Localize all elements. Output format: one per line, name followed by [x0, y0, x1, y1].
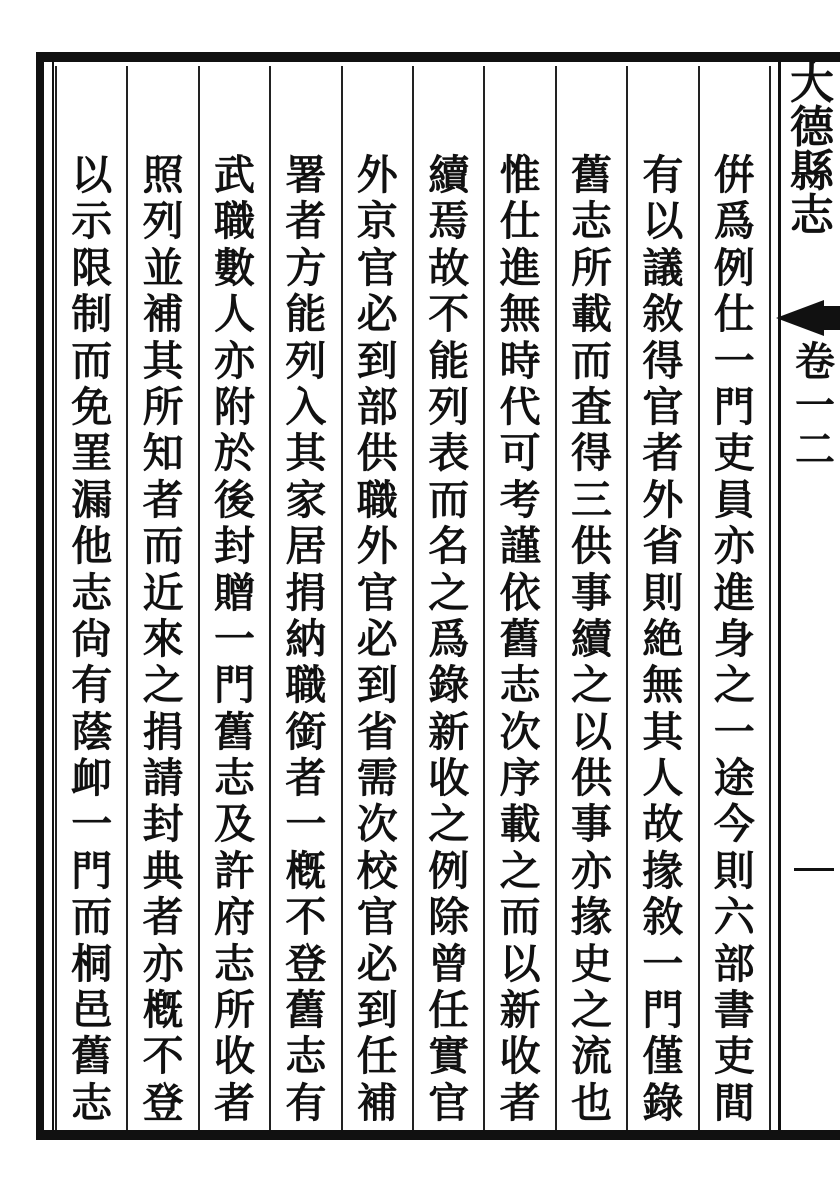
- column-char: 而: [71, 893, 113, 942]
- column-char: 亦: [142, 939, 184, 988]
- column-char: 掾: [642, 846, 684, 895]
- column-char: 依: [499, 568, 541, 617]
- column-char: 續: [428, 152, 470, 199]
- column-char: 尙: [71, 614, 113, 663]
- column-char: 僅: [642, 1032, 684, 1081]
- column-char: 爲: [428, 614, 470, 663]
- column-char: 入: [285, 382, 327, 431]
- column-char: 之: [713, 661, 755, 710]
- column-char: 供: [571, 754, 612, 803]
- text-column: [632, 152, 694, 1127]
- column-char: 舊: [571, 152, 612, 199]
- column-char: 故: [428, 243, 470, 292]
- column-char: 能: [285, 290, 327, 339]
- column-char: 者: [214, 1078, 255, 1127]
- text-column: [561, 152, 623, 1127]
- column-char: 新: [499, 986, 541, 1035]
- column-rule: [698, 66, 700, 1130]
- column-char: 漏: [71, 475, 113, 524]
- column-rule: [269, 66, 271, 1130]
- column-char: 事: [571, 800, 612, 849]
- column-char: 列: [285, 336, 327, 385]
- margin-rule: [778, 62, 781, 1130]
- column-char: 無: [499, 290, 541, 339]
- column-char: 必: [356, 614, 398, 663]
- margin-volume-char: 一: [795, 382, 835, 429]
- column-char: 知: [142, 429, 184, 478]
- column-char: 府: [214, 893, 255, 942]
- text-column: [204, 152, 266, 1127]
- column-char: 桐: [71, 939, 113, 988]
- column-char: 進: [499, 243, 541, 292]
- margin-title-char: 志: [790, 190, 834, 241]
- column-char: 後: [214, 475, 255, 524]
- column-char: 史: [571, 939, 612, 988]
- column-char: 登: [285, 939, 327, 988]
- column-char: 收: [499, 1032, 541, 1081]
- column-char: 供: [356, 429, 398, 478]
- column-char: 之: [142, 661, 184, 710]
- column-char: 到: [356, 661, 398, 710]
- column-char: 惟: [499, 152, 541, 199]
- column-char: 舊: [285, 986, 327, 1035]
- column-char: 及: [214, 800, 255, 849]
- column-char: 者: [285, 197, 327, 246]
- column-char: 所: [142, 382, 184, 431]
- column-char: 則: [642, 568, 684, 617]
- column-char: 序: [499, 754, 541, 803]
- column-char: 志: [71, 568, 113, 617]
- column-rule: [626, 66, 628, 1130]
- text-column: [489, 152, 551, 1127]
- column-char: 卹: [71, 754, 113, 803]
- column-char: 典: [142, 846, 184, 895]
- column-char: 槪: [285, 846, 327, 895]
- column-char: 議: [642, 243, 684, 292]
- column-char: 罣: [71, 429, 113, 478]
- column-rule: [55, 66, 57, 1130]
- frame-inner-rule: [52, 62, 54, 1130]
- column-char: 故: [642, 800, 684, 849]
- column-char: 必: [356, 939, 398, 988]
- column-char: 職: [214, 197, 255, 246]
- column-char: 一: [285, 800, 327, 849]
- column-char: 仕: [499, 197, 541, 246]
- column-char: 一: [713, 336, 755, 385]
- text-column: [418, 152, 480, 1127]
- column-char: 外: [356, 152, 398, 199]
- column-char: 有: [642, 152, 684, 199]
- column-char: 限: [71, 243, 113, 292]
- column-char: 間: [713, 1078, 755, 1127]
- column-char: 近: [142, 568, 184, 617]
- column-char: 其: [142, 336, 184, 385]
- column-char: 官: [356, 568, 398, 617]
- column-char: 之: [499, 846, 541, 895]
- column-char: 以: [499, 939, 541, 988]
- column-char: 亦: [713, 522, 755, 571]
- column-char: 之: [428, 568, 470, 617]
- margin-volume-char: 卷: [795, 338, 835, 385]
- column-char: 實: [428, 1032, 470, 1081]
- column-char: 部: [356, 382, 398, 431]
- column-char: 一: [71, 800, 113, 849]
- column-char: 次: [499, 707, 541, 756]
- column-char: 錄: [428, 661, 470, 710]
- column-char: 者: [642, 429, 684, 478]
- column-char: 有: [285, 1078, 327, 1127]
- column-char: 吏: [713, 1032, 755, 1081]
- column-char: 査: [571, 382, 612, 431]
- column-char: 不: [428, 290, 470, 339]
- column-char: 無: [642, 661, 684, 710]
- column-char: 也: [571, 1078, 612, 1127]
- column-char: 有: [71, 661, 113, 710]
- column-rule: [198, 66, 200, 1130]
- column-char: 續: [571, 614, 612, 663]
- column-char: 掾: [571, 893, 612, 942]
- column-char: 任: [428, 986, 470, 1035]
- column-char: 邑: [71, 986, 113, 1035]
- column-char: 省: [642, 522, 684, 571]
- column-char: 人: [214, 290, 255, 339]
- column-char: 能: [428, 336, 470, 385]
- column-char: 除: [428, 893, 470, 942]
- column-char: 官: [356, 893, 398, 942]
- column-char: 外: [642, 475, 684, 524]
- column-char: 之: [571, 661, 612, 710]
- column-char: 示: [71, 197, 113, 246]
- column-char: 列: [142, 197, 184, 246]
- column-char: 他: [71, 522, 113, 571]
- column-char: 其: [642, 707, 684, 756]
- column-char: 名: [428, 522, 470, 571]
- column-char: 志: [571, 197, 612, 246]
- column-char: 志: [499, 661, 541, 710]
- column-char: 京: [356, 197, 398, 246]
- column-char: 補: [142, 290, 184, 339]
- text-column: [275, 152, 337, 1127]
- column-char: 到: [356, 336, 398, 385]
- column-char: 三: [571, 475, 612, 524]
- text-column: [61, 152, 123, 1127]
- column-char: 舊: [499, 614, 541, 663]
- column-char: 一: [713, 707, 755, 756]
- column-char: 得: [571, 429, 612, 478]
- column-char: 門: [71, 846, 113, 895]
- column-char: 職: [356, 475, 398, 524]
- column-char: 門: [713, 382, 755, 431]
- column-char: 曾: [428, 939, 470, 988]
- column-char: 舊: [214, 707, 255, 756]
- column-char: 以: [571, 707, 612, 756]
- margin-title-char: 大: [790, 58, 834, 109]
- column-char: 捐: [142, 707, 184, 756]
- column-char: 方: [285, 243, 327, 292]
- column-char: 不: [142, 1032, 184, 1081]
- column-char: 者: [499, 1078, 541, 1127]
- column-char: 而: [571, 336, 612, 385]
- column-char: 者: [285, 754, 327, 803]
- column-char: 來: [142, 614, 184, 663]
- column-char: 免: [71, 382, 113, 431]
- column-char: 必: [356, 290, 398, 339]
- column-char: 槪: [142, 986, 184, 1035]
- column-char: 載: [571, 290, 612, 339]
- column-char: 仕: [713, 290, 755, 339]
- column-char: 並: [142, 243, 184, 292]
- column-char: 所: [214, 986, 255, 1035]
- column-char: 例: [428, 846, 470, 895]
- column-char: 門: [642, 986, 684, 1035]
- column-char: 謹: [499, 522, 541, 571]
- text-column: [703, 152, 765, 1127]
- column-char: 之: [428, 800, 470, 849]
- column-rule: [126, 66, 128, 1130]
- column-rule: [412, 66, 414, 1130]
- column-char: 六: [713, 893, 755, 942]
- column-char: 例: [713, 243, 755, 292]
- column-char: 登: [142, 1078, 184, 1127]
- column-char: 而: [71, 336, 113, 385]
- column-char: 於: [214, 429, 255, 478]
- column-char: 新: [428, 707, 470, 756]
- column-char: 武: [214, 152, 255, 199]
- column-char: 志: [214, 754, 255, 803]
- column-char: 錄: [642, 1078, 684, 1127]
- column-char: 列: [428, 382, 470, 431]
- column-char: 可: [499, 429, 541, 478]
- margin-title-char: 縣: [790, 146, 834, 197]
- text-column: [346, 152, 408, 1127]
- column-char: 流: [571, 1032, 612, 1081]
- margin-volume-char: 二: [795, 426, 835, 473]
- column-char: 數: [214, 243, 255, 292]
- column-char: 次: [356, 800, 398, 849]
- column-char: 吏: [713, 429, 755, 478]
- column-char: 而: [428, 475, 470, 524]
- column-char: 者: [142, 475, 184, 524]
- column-char: 倂: [713, 152, 755, 199]
- column-char: 得: [642, 336, 684, 385]
- column-char: 需: [356, 754, 398, 803]
- column-char: 一: [214, 614, 255, 663]
- column-char: 身: [713, 614, 755, 663]
- column-char: 封: [142, 800, 184, 849]
- fishtail-bar: [810, 306, 840, 330]
- margin-title-char: 德: [790, 102, 834, 153]
- column-char: 銜: [285, 707, 327, 756]
- margin-dash: [794, 868, 834, 871]
- column-char: 而: [142, 522, 184, 571]
- column-char: 事: [571, 568, 612, 617]
- column-char: 志: [285, 1032, 327, 1081]
- column-char: 部: [713, 939, 755, 988]
- column-char: 進: [713, 568, 755, 617]
- column-char: 請: [142, 754, 184, 803]
- column-char: 敘: [642, 893, 684, 942]
- column-char: 官: [428, 1078, 470, 1127]
- column-char: 志: [71, 1078, 113, 1127]
- column-char: 官: [642, 382, 684, 431]
- column-char: 敘: [642, 290, 684, 339]
- column-char: 制: [71, 290, 113, 339]
- column-char: 者: [142, 893, 184, 942]
- column-char: 贈: [214, 568, 255, 617]
- column-rule: [769, 66, 771, 1130]
- column-char: 照: [142, 152, 184, 199]
- text-column: [132, 152, 194, 1127]
- column-rule: [483, 66, 485, 1130]
- column-char: 門: [214, 661, 255, 710]
- column-char: 載: [499, 800, 541, 849]
- column-char: 捐: [285, 568, 327, 617]
- column-char: 到: [356, 986, 398, 1035]
- column-char: 爲: [713, 197, 755, 246]
- column-char: 舊: [71, 1032, 113, 1081]
- column-char: 時: [499, 336, 541, 385]
- column-char: 以: [71, 152, 113, 199]
- column-char: 所: [571, 243, 612, 292]
- column-char: 考: [499, 475, 541, 524]
- column-char: 代: [499, 382, 541, 431]
- column-char: 志: [214, 939, 255, 988]
- column-char: 其: [285, 429, 327, 478]
- column-char: 絶: [642, 614, 684, 663]
- column-char: 蔭: [71, 707, 113, 756]
- column-char: 表: [428, 429, 470, 478]
- column-char: 之: [571, 986, 612, 1035]
- column-char: 書: [713, 986, 755, 1035]
- column-char: 職: [285, 661, 327, 710]
- column-char: 官: [356, 243, 398, 292]
- column-char: 亦: [214, 336, 255, 385]
- column-rule: [555, 66, 557, 1130]
- column-char: 今: [713, 800, 755, 849]
- column-char: 收: [428, 754, 470, 803]
- column-char: 居: [285, 522, 327, 571]
- column-char: 許: [214, 846, 255, 895]
- column-char: 署: [285, 152, 327, 199]
- column-char: 校: [356, 846, 398, 895]
- margin-title: [784, 58, 840, 241]
- column-char: 一: [642, 939, 684, 988]
- column-char: 收: [214, 1032, 255, 1081]
- column-char: 供: [571, 522, 612, 571]
- column-rule: [341, 66, 343, 1130]
- column-char: 附: [214, 382, 255, 431]
- column-char: 焉: [428, 197, 470, 246]
- column-char: 納: [285, 614, 327, 663]
- column-char: 人: [642, 754, 684, 803]
- margin-volume: [790, 340, 840, 472]
- column-char: 途: [713, 754, 755, 803]
- column-char: 則: [713, 846, 755, 895]
- column-char: 家: [285, 475, 327, 524]
- column-char: 外: [356, 522, 398, 571]
- column-char: 補: [356, 1078, 398, 1127]
- column-char: 員: [713, 475, 755, 524]
- column-char: 省: [356, 707, 398, 756]
- column-char: 封: [214, 522, 255, 571]
- column-char: 以: [642, 197, 684, 246]
- column-char: 任: [356, 1032, 398, 1081]
- column-char: 亦: [571, 846, 612, 895]
- column-char: 而: [499, 893, 541, 942]
- column-char: 不: [285, 893, 327, 942]
